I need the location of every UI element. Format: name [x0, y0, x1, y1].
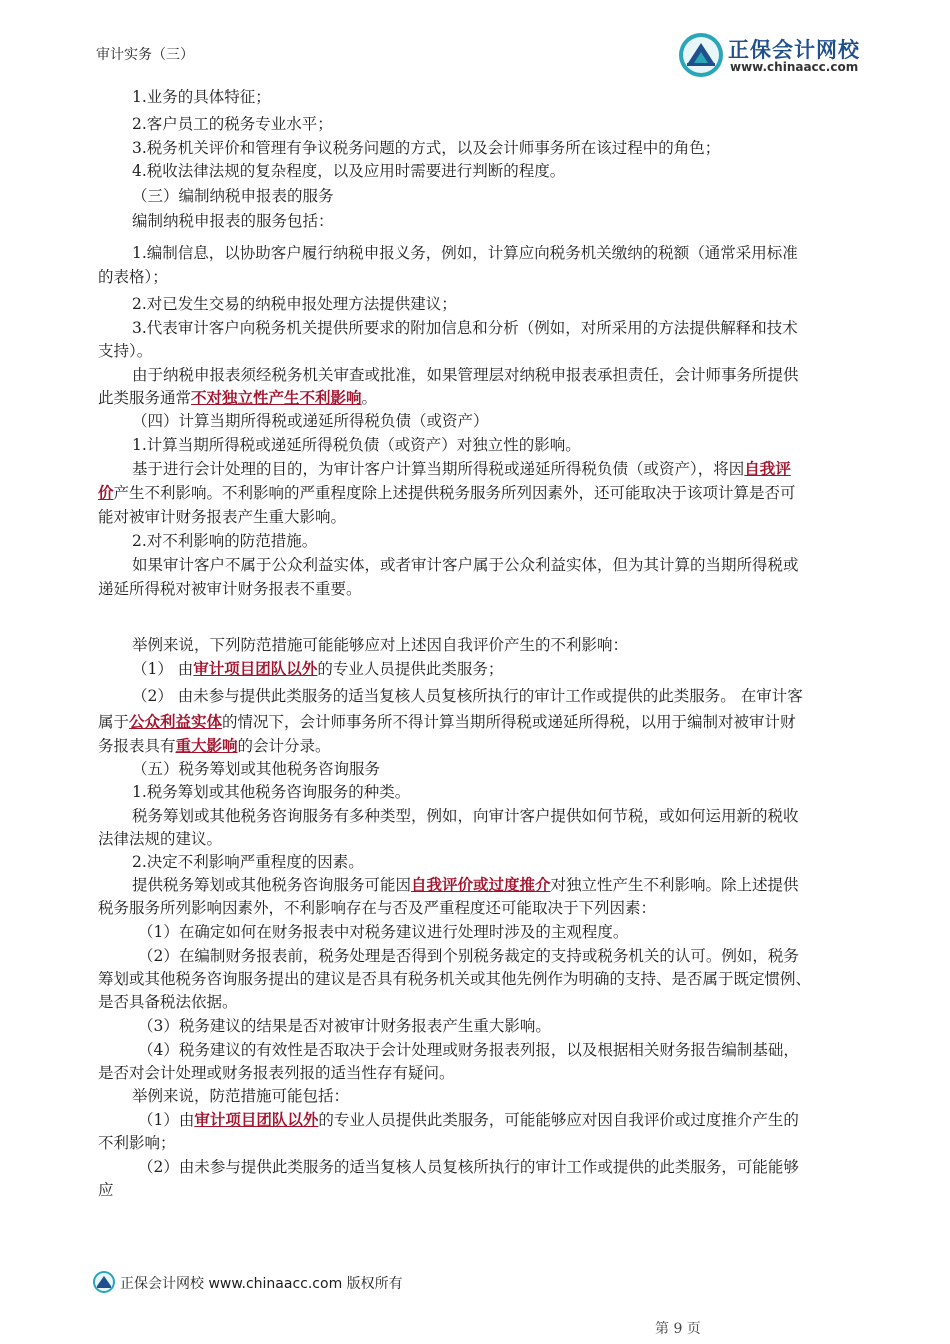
text-line: 提供税务筹划或其他税务咨询服务可能因自我评价或过度推介对独立性产生不利影响。除上述提供 — [132, 875, 799, 894]
list-item: （1）在确定如何在财务报表中对税务建议进行处理时涉及的主观程度。 — [138, 923, 629, 941]
logo-url: www.chinaacc.com — [730, 60, 859, 74]
highlight-term: 价 — [98, 483, 114, 502]
highlight-term: 不对独立性产生不利影响 — [191, 388, 362, 407]
clipped-line: （2） 由未参与提供此类服务的适当复核人员复核所执行的审计工作或提供的此类服务。 在审计客 — [132, 687, 803, 705]
text-line: 筹划或其他税务咨询服务提出的建议是否具有税务机关或其他先例作为明确的支持、是否属于既定惯例、 — [98, 970, 812, 988]
text-line: 2.对不利影响的防范措施。 — [132, 532, 318, 550]
text-line: 法律法规的建议。 — [98, 830, 223, 848]
highlight-term: 自我评 — [744, 459, 791, 478]
text-line: 举例来说，下列防范措施可能能够应对上述因自我评价产生的不利影响： — [132, 636, 629, 654]
list-item: （2）由未参与提供此类服务的适当复核人员复核所执行的审计工作或提供的此类服务，可能能够 — [138, 1158, 799, 1176]
text-line: 税务服务所列影响因素外，不利影响存在与否及严重程度还可能取决于下列因素： — [98, 899, 657, 917]
header-fragment: 审计实务（三） — [96, 47, 194, 63]
text-line: 此类服务通常不对独立性产生不利影响。 — [98, 388, 378, 407]
text-line: 3.税务机关评价和管理有争议税务问题的方式，以及会计师事务所在该过程中的角色； — [132, 139, 721, 157]
footer-logo-icon — [92, 1270, 116, 1294]
text-line: 2.对已发生交易的纳税申报处理方法提供建议； — [132, 295, 457, 313]
logo-name: 正保会计网校 — [728, 38, 860, 62]
text-line: 由于纳税申报表须经税务机关审查或批准，如果管理层对纳税申报表承担责任，会计师事务所提供 — [132, 366, 799, 384]
highlight-term: 重大影响 — [175, 736, 238, 755]
list-item: （3）税务建议的结果是否对被审计财务报表产生重大影响。 — [138, 1017, 551, 1035]
text-line: 递延所得税对被审计财务报表不重要。 — [98, 580, 362, 598]
text-line: 务报表具有重大影响的会计分录。 — [98, 736, 331, 755]
text-line: 3.代表审计客户向税务机关提供所要求的附加信息和分析（例如，对所采用的方法提供解释和技术 — [132, 319, 798, 337]
text-line: 价产生不利影响。不利影响的严重程度除上述提供税务服务所列因素外，还可能取决于该项计算是否可 — [98, 483, 796, 502]
brand-logo[interactable] — [678, 32, 868, 78]
section-heading: （五）税务筹划或其他税务咨询服务 — [132, 760, 381, 778]
text-line: 2.决定不利影响严重程度的因素。 — [132, 853, 364, 871]
text-line: 举例来说，防范措施可能包括： — [132, 1087, 350, 1105]
text-line: 能对被审计财务报表产生重大影响。 — [98, 508, 347, 526]
section-heading: （四）计算当期所得税或递延所得税负债（或资产） — [132, 412, 489, 430]
list-item: （1）由审计项目团队以外的专业人员提供此类服务，可能能够应对因自我评价或过度推介产生的 — [138, 1110, 799, 1129]
highlight-term: 自我评价或过度推介 — [411, 875, 551, 894]
text-line: 属于公众利益实体的情况下，会计师事务所不得计算当期所得税或递延所得税，以用于编制对被审计财 — [98, 712, 796, 731]
text-line: （1） 由审计项目团队以外的专业人员提供此类服务； — [132, 659, 504, 678]
text-line: 的表格）； — [98, 268, 168, 286]
text-line: 1.计算当期所得税或递延所得税负债（或资产）对独立性的影响。 — [132, 436, 581, 454]
text-line: 1.税务筹划或其他税务咨询服务的种类。 — [132, 783, 411, 801]
text-line: 如果审计客户不属于公众利益实体，或者审计客户属于公众利益实体，但为其计算的当期所得税或 — [132, 556, 799, 574]
text-line: 1.业务的具体特征； — [132, 88, 271, 106]
logo-emblem-icon — [678, 32, 724, 78]
text-line: 是否具备税法依据。 — [98, 993, 238, 1011]
section-heading: （三）编制纳税申报表的服务 — [132, 187, 334, 205]
highlight-term: 审计项目团队以外 — [194, 1110, 319, 1129]
text-line: 基于进行会计处理的目的，为审计客户计算当期所得税或递延所得税负债（或资产），将因自我评 — [132, 459, 791, 478]
clipped-line: 1.编制信息，以协助客户履行纳税申报义务，例如，计算应向税务机关缴纳的税额（通常采用标准 — [132, 244, 798, 262]
text-line: 应 — [98, 1181, 114, 1199]
list-item: （4）税务建议的有效性是否取决于会计处理或财务报表列报，以及根据相关财务报告编制基础， — [138, 1041, 799, 1059]
text-line: 4.税收法律法规的复杂程度，以及应用时需要进行判断的程度。 — [132, 162, 566, 180]
text-line: 支持）。 — [98, 342, 153, 360]
clipped-line: 编制纳税申报表的服务包括： — [132, 212, 334, 230]
footer-copyright: 正保会计网校 www.chinaacc.com 版权所有 — [120, 1276, 403, 1292]
text-line: 是否对会计处理或财务报表列报的适当性存有疑问。 — [98, 1064, 455, 1082]
text-line: 税务筹划或其他税务咨询服务有多种类型，例如，向审计客户提供如何节税，或如何运用新的税收 — [132, 807, 799, 825]
highlight-term: 审计项目团队以外 — [193, 659, 318, 678]
text-line: 不利影响； — [98, 1134, 176, 1152]
highlight-term: 公众利益实体 — [129, 712, 223, 731]
page-number: 第 9 页 — [655, 1321, 701, 1337]
text-line: 2.客户员工的税务专业水平； — [132, 115, 333, 133]
list-item: （2）在编制财务报表前，税务处理是否得到个别税务裁定的支持或税务机关的认可。例如，税务 — [138, 947, 799, 965]
